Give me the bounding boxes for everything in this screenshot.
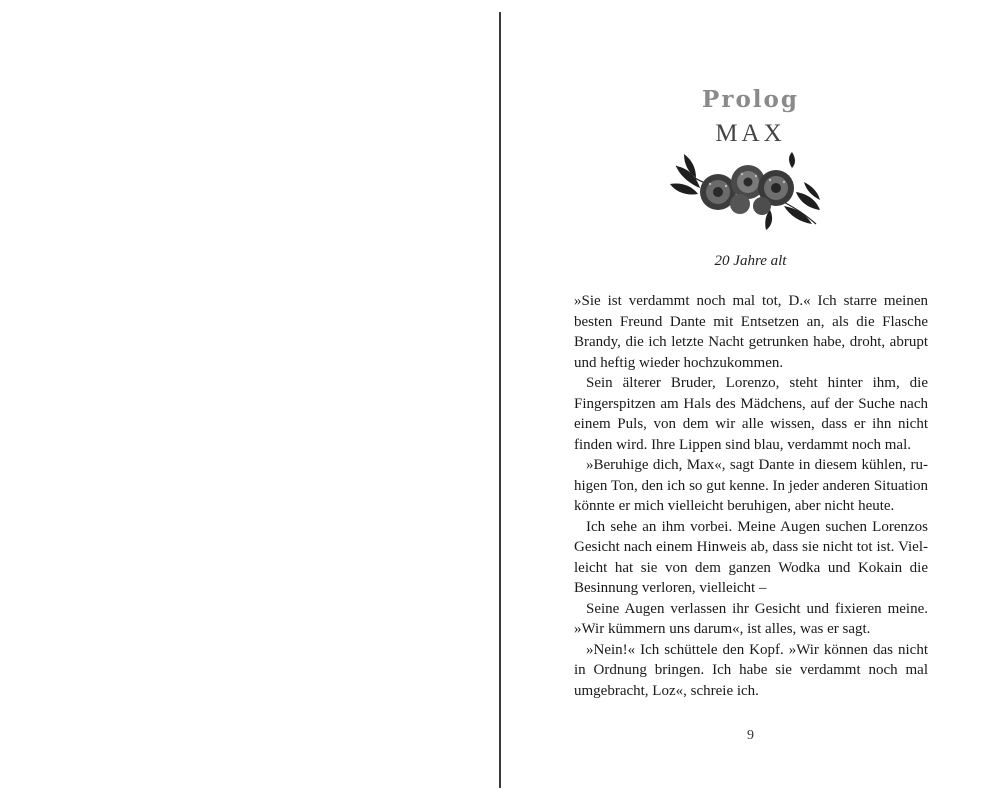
paragraph: »Sie ist verdammt noch mal tot, D.« Ich starre meinen besten Freund Dante mit Entsetzen an, als die Flasche Brandy, die ich letzte Nacht getrunken habe, droht, abrupt und heftig wieder hochzukommen. [574, 293, 928, 371]
right-page [501, 0, 1000, 800]
body-text [574, 291, 928, 701]
paragraph: »Beruhige dich, Max«, sagt Dante in diesem kühlen, ruhigen Ton, den ich so gut kenne. In jeder anderen Situation könnte er mich vielleicht beruhigen, aber nicht heute. [574, 457, 928, 514]
paragraph: Ich sehe an ihm vorbei. Meine Augen suchen Lorenzos Gesicht nach einem Hinweis ab, dass sie nicht tot ist. Vielleicht hat sie von dem ganzen Wodka und Kokain die Besinnung verloren, vielleicht – [574, 518, 928, 596]
paragraph: Sein älterer Bruder, Lorenzo, steht hinter ihm, die Fingerspitzen am Hals des Mädchens, auf der Suche nach einem Puls, von dem wir alle wissen, dass er ihn nicht finden wird. Ihre Lippen sind blau, verdammt noch mal. [574, 375, 928, 453]
chapter-title: Prolog [702, 86, 799, 113]
paragraph: »Nein!« Ich schüttele den Kopf. »Wir können das nicht in Ordnung bringen. Ich habe sie verdammt noch mal umgebracht, Loz«, schreie ich. [574, 641, 928, 699]
page-number: 9 [747, 728, 754, 743]
chapter-character-name: MAX [715, 120, 786, 147]
paragraph: Seine Augen verlassen ihr Gesicht und fixieren meine. »Wir kümmern uns darum«, ist alles, was er sagt. [574, 600, 928, 637]
chapter-subtitle: 20 Jahre alt [714, 253, 787, 269]
flower-ornament-icon [666, 148, 826, 230]
